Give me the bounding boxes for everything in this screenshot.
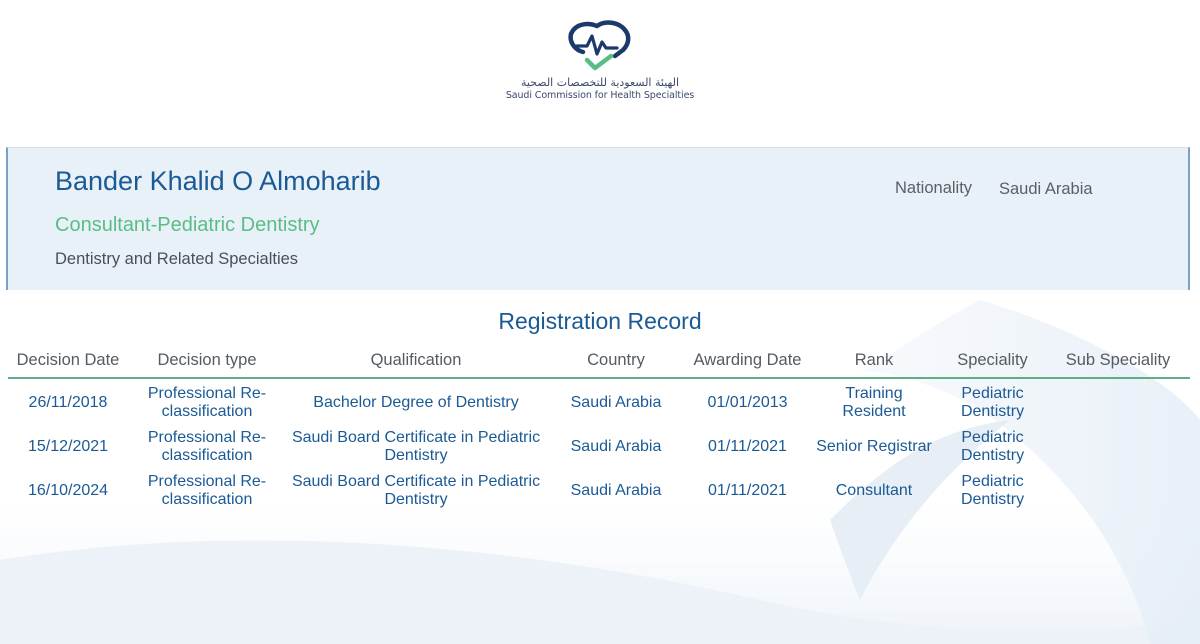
country-cell: Saudi Arabia [570, 393, 662, 411]
speciality-cell: Pediatric Dentistry [960, 472, 1025, 508]
country-cell: Saudi Arabia [570, 437, 662, 455]
decision-type-cell: Professional Re-classification [147, 428, 267, 464]
org-logo [0, 16, 1200, 102]
qualification-cell: Bachelor Degree of Dentistry [313, 393, 519, 411]
practitioner-name: Bander Khalid O Almoharib [55, 166, 381, 196]
decision-type-cell: Professional Re-classification [147, 472, 267, 508]
awarding-date-cell: 01/11/2021 [708, 481, 787, 499]
column-header: Sub Speciality [1046, 343, 1190, 378]
nationality-label: Nationality [895, 179, 973, 197]
decision-date-cell: 26/11/2018 [28, 393, 108, 411]
decision-date-cell: 15/12/2021 [27, 437, 109, 455]
org-name-arabic: الهيئة السعودية للتخصصات الصحية [520, 76, 680, 89]
speciality-cell: Pediatric Dentistry [960, 428, 1025, 464]
practitioner-field: Dentistry and Related Specialties [55, 250, 299, 268]
sub-speciality-cell [1046, 469, 1190, 513]
table-header-row [8, 343, 1190, 378]
country-cell: Saudi Arabia [570, 481, 662, 499]
table-row [8, 378, 1190, 425]
sub-speciality-cell [1046, 425, 1190, 469]
column-header: Speciality [939, 343, 1046, 378]
column-header: Decision type [128, 343, 286, 378]
speciality-cell: Pediatric Dentistry [960, 384, 1025, 420]
practitioner-title: Consultant-Pediatric Dentistry [55, 214, 320, 236]
awarding-date-cell: 01/01/2013 [707, 393, 788, 411]
column-header: Rank [809, 343, 939, 378]
column-header: Awarding Date [686, 343, 809, 378]
rank-cell: Consultant [835, 481, 913, 499]
section-title: Registration Record [498, 308, 702, 334]
rank-cell: Senior Registrar [816, 437, 932, 455]
nationality-value: Saudi Arabia [999, 180, 1093, 198]
column-header: Country [546, 343, 686, 378]
qualification-cell: Saudi Board Certificate in Pediatric Dentistry [291, 472, 541, 508]
registration-table [8, 343, 1190, 513]
awarding-date-cell: 01/11/2021 [708, 437, 787, 455]
decision-type-cell: Professional Re-classification [147, 384, 267, 420]
decision-date-cell: 16/10/2024 [27, 481, 109, 499]
column-header: Decision Date [8, 343, 128, 378]
scfhs-logo-mark [565, 16, 635, 74]
qualification-cell: Saudi Board Certificate in Pediatric Dentistry [291, 428, 541, 464]
profile-card [6, 147, 1190, 290]
sub-speciality-cell [1046, 378, 1190, 425]
rank-cell: Training Resident [842, 384, 906, 420]
table-row [8, 469, 1190, 513]
column-header: Qualification [286, 343, 546, 378]
org-name-english: Saudi Commission for Health Specialties [505, 90, 695, 101]
table-row [8, 425, 1190, 469]
